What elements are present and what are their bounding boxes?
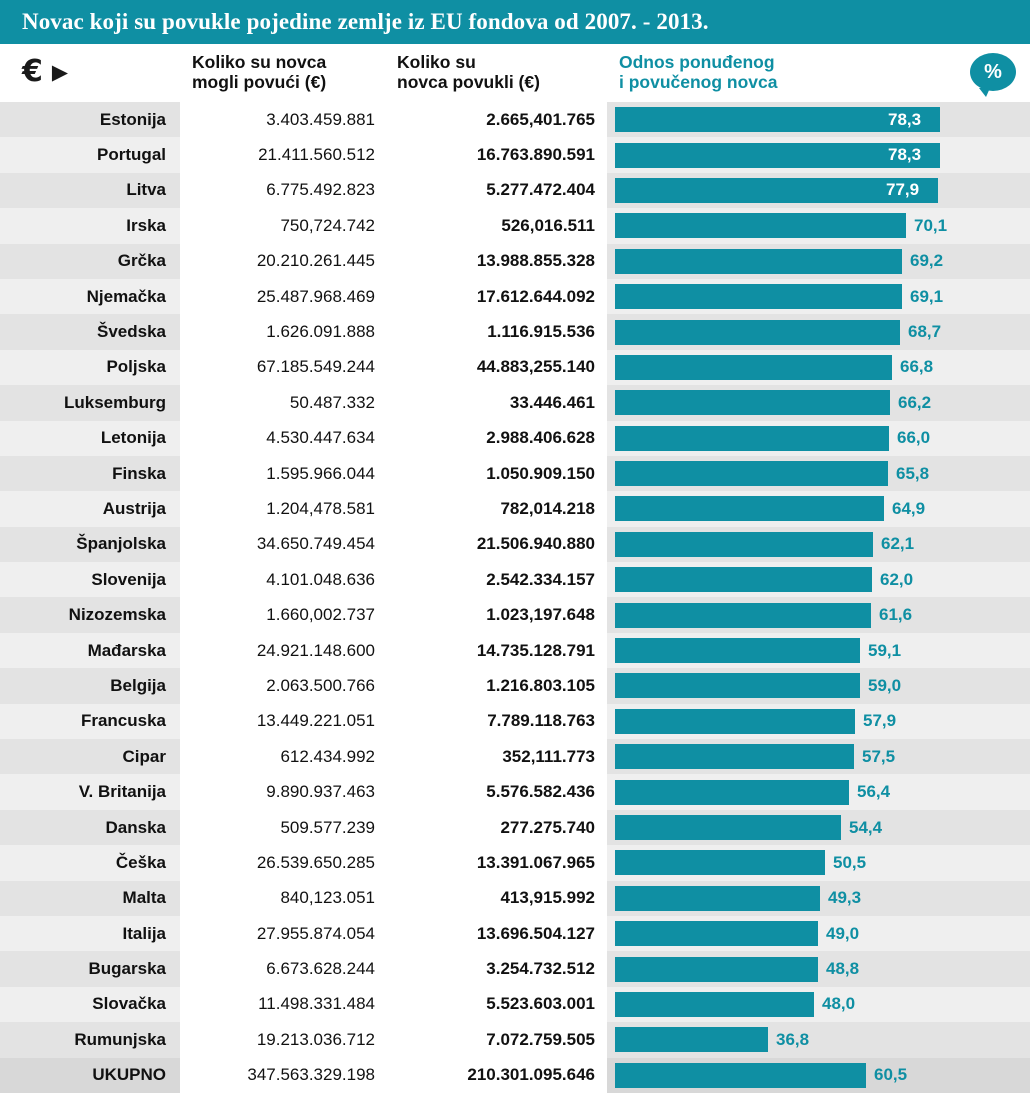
table-row [0,951,1030,986]
row-drawn-amount: 277.275.740 [385,810,605,845]
row-drawn-amount: 413,915.992 [385,881,605,916]
row-drawn-amount: 2.665,401.765 [385,102,605,137]
bar-value-label: 62,1 [881,534,915,554]
bar-track [615,1063,1024,1088]
row-drawn-amount: 1.216.803.105 [385,668,605,703]
bar-value-label: 49,3 [828,888,862,908]
bar-value-label: 70,1 [914,215,948,235]
row-drawn-amount: 1.116.915.536 [385,314,605,349]
row-available-amount: 1.660,002.737 [180,597,385,632]
bar-value-label: 66,2 [898,392,932,412]
row-bar-cell [605,1022,1030,1057]
row-country: Slovenija [0,562,180,597]
bar-fill [615,461,888,486]
bar-fill [615,744,854,769]
row-drawn-amount: 1.050.909.150 [385,456,605,491]
row-country: Letonija [0,421,180,456]
row-available-amount: 67.185.549.244 [180,350,385,385]
row-available-amount: 6.673.628.244 [180,951,385,986]
row-bar-cell [605,1058,1030,1093]
bar-fill [615,213,906,238]
table-row [0,633,1030,668]
row-bar-cell [605,704,1030,739]
table-row [0,491,1030,526]
row-available-amount: 1.204,478.581 [180,491,385,526]
bar-track [615,709,1024,734]
bar-fill [615,320,900,345]
bar-track [615,284,1024,309]
row-drawn-amount: 526,016.511 [385,208,605,243]
table-row [0,1022,1030,1057]
bar-track [615,249,1024,274]
table-row [0,244,1030,279]
header-available-cell [180,44,385,100]
bar-fill [615,426,889,451]
row-country: V. Britanija [0,774,180,809]
row-country: Slovačka [0,987,180,1022]
bar-track [615,921,1024,946]
bar-fill [615,638,860,663]
row-country: Poljska [0,350,180,385]
table-row [0,739,1030,774]
row-bar-cell [605,279,1030,314]
table-row [0,668,1030,703]
bar-track [615,178,1024,203]
bar-track [615,143,1024,168]
euro-icon: € [22,54,43,89]
row-available-amount: 612.434.992 [180,739,385,774]
bar-fill [615,850,825,875]
bar-track [615,815,1024,840]
row-country: Nizozemska [0,597,180,632]
bar-track [615,886,1024,911]
bar-value-label: 64,9 [892,498,926,518]
row-available-amount: 34.650.749.454 [180,527,385,562]
bar-track [615,320,1024,345]
bar-fill [615,886,820,911]
bar-value-label: 69,2 [910,251,944,271]
bar-track [615,567,1024,592]
table-row [0,102,1030,137]
bar-fill [615,709,855,734]
row-drawn-amount: 17.612.644.092 [385,279,605,314]
row-country: Rumunjska [0,1022,180,1057]
bar-track [615,744,1024,769]
row-available-amount: 509.577.239 [180,810,385,845]
row-drawn-amount: 44.883,255.140 [385,350,605,385]
bar-fill [615,921,818,946]
row-bar-cell [605,597,1030,632]
bar-track [615,496,1024,521]
row-bar-cell [605,916,1030,951]
row-bar-cell [605,173,1030,208]
row-bar-cell [605,137,1030,172]
row-bar-cell [605,244,1030,279]
table-row [0,810,1030,845]
row-bar-cell [605,421,1030,456]
row-drawn-amount: 13.391.067.965 [385,845,605,880]
bar-track [615,603,1024,628]
bar-fill [615,284,902,309]
row-available-amount: 27.955.874.054 [180,916,385,951]
row-available-amount: 50.487.332 [180,385,385,420]
row-country: Cipar [0,739,180,774]
bar-track [615,426,1024,451]
bar-fill [615,815,841,840]
bar-fill [615,673,860,698]
bar-track [615,850,1024,875]
row-bar-cell [605,774,1030,809]
header-drawn-line1: Koliko su [397,51,476,72]
bar-fill [615,567,872,592]
bar-value-label: 54,4 [849,817,883,837]
row-country: Danska [0,810,180,845]
bar-track [615,673,1024,698]
table-row [0,208,1030,243]
row-bar-cell [605,739,1030,774]
bar-value-label: 61,6 [879,605,913,625]
bar-value-label: 69,1 [910,286,944,306]
bar-track [615,532,1024,557]
bar-fill [615,249,902,274]
row-drawn-amount: 5.576.582.436 [385,774,605,809]
bar-value-label: 62,0 [880,569,914,589]
bar-track [615,638,1024,663]
row-available-amount: 840,123.051 [180,881,385,916]
row-drawn-amount: 21.506.940.880 [385,527,605,562]
row-drawn-amount: 1.023,197.648 [385,597,605,632]
bar-fill [615,532,873,557]
row-country: Portugal [0,137,180,172]
header-available-line1: Koliko su novca [192,51,327,72]
percent-badge-label: % [984,60,1002,83]
table-row [0,704,1030,739]
bar-track [615,461,1024,486]
header-ratio-line1: Odnos ponuđenog [619,51,775,72]
row-drawn-amount: 2.988.406.628 [385,421,605,456]
play-triangle-icon: ▶ [51,60,69,84]
row-available-amount: 2.063.500.766 [180,668,385,703]
row-available-amount: 9.890.937.463 [180,774,385,809]
row-drawn-amount: 5.277.472.404 [385,173,605,208]
bar-track [615,390,1024,415]
row-country: Mađarska [0,633,180,668]
row-bar-cell [605,562,1030,597]
row-country: UKUPNO [0,1058,180,1093]
row-available-amount: 4.101.048.636 [180,562,385,597]
row-available-amount: 1.626.091.888 [180,314,385,349]
bar-fill [615,496,884,521]
row-bar-cell [605,456,1030,491]
bar-value-label: 68,7 [908,322,942,342]
table-row [0,279,1030,314]
bar-value-label: 48,0 [822,994,856,1014]
row-country: Bugarska [0,951,180,986]
row-country: Belgija [0,668,180,703]
row-available-amount: 750,724.742 [180,208,385,243]
row-drawn-amount: 33.446.461 [385,385,605,420]
row-drawn-amount: 7.789.118.763 [385,704,605,739]
row-drawn-amount: 5.523.603.001 [385,987,605,1022]
table-row [0,527,1030,562]
bar-track [615,780,1024,805]
bar-value-label: 78,3 [888,109,922,129]
row-drawn-amount: 7.072.759.505 [385,1022,605,1057]
row-bar-cell [605,385,1030,420]
row-country: Malta [0,881,180,916]
row-drawn-amount: 2.542.334.157 [385,562,605,597]
bar-value-label: 56,4 [857,782,891,802]
row-bar-cell [605,845,1030,880]
row-drawn-amount: 13.988.855.328 [385,244,605,279]
row-country: Italija [0,916,180,951]
title-bar [0,0,1030,44]
row-available-amount: 6.775.492.823 [180,173,385,208]
bar-track [615,992,1024,1017]
row-drawn-amount: 3.254.732.512 [385,951,605,986]
bar-fill [615,1027,768,1052]
bar-value-label: 77,9 [886,180,920,200]
row-bar-cell [605,314,1030,349]
row-bar-cell [605,350,1030,385]
row-available-amount: 1.595.966.044 [180,456,385,491]
header-ratio-cell [605,44,1030,100]
row-available-amount: 13.449.221.051 [180,704,385,739]
row-drawn-amount: 14.735.128.791 [385,633,605,668]
bar-value-label: 65,8 [896,463,930,483]
table-row-total [0,1058,1030,1093]
bar-value-label: 50,5 [833,852,867,872]
row-drawn-amount: 210.301.095.646 [385,1058,605,1093]
bar-value-label: 59,0 [868,675,902,695]
row-drawn-amount: 352,111.773 [385,739,605,774]
bar-track [615,355,1024,380]
row-bar-cell [605,633,1030,668]
row-available-amount: 26.539.650.285 [180,845,385,880]
table-row [0,456,1030,491]
bar-value-label: 59,1 [868,640,902,660]
row-bar-cell [605,102,1030,137]
table-row [0,314,1030,349]
bar-value-label: 49,0 [826,923,860,943]
bar-value-label: 57,5 [862,746,896,766]
row-bar-cell [605,987,1030,1022]
percent-badge [970,53,1016,91]
table-row [0,173,1030,208]
header-ratio-line2: i povučenog novca [619,72,778,92]
table-row [0,916,1030,951]
table-row [0,137,1030,172]
bar-track [615,107,1024,132]
bar-value-label: 48,8 [826,959,860,979]
bar-value-label: 66,0 [897,428,931,448]
bar-fill [615,957,818,982]
row-drawn-amount: 13.696.504.127 [385,916,605,951]
row-country: Austrija [0,491,180,526]
row-bar-cell [605,881,1030,916]
bar-value-label: 66,8 [900,357,934,377]
row-available-amount: 347.563.329.198 [180,1058,385,1093]
row-bar-cell [605,491,1030,526]
row-bar-cell [605,810,1030,845]
header-drawn-line2: novca povukli (€) [397,72,540,92]
table-row [0,350,1030,385]
row-available-amount: 4.530.447.634 [180,421,385,456]
row-drawn-amount: 16.763.890.591 [385,137,605,172]
row-country: Njemačka [0,279,180,314]
bar-fill [615,390,890,415]
table-row [0,562,1030,597]
row-drawn-amount: 782,014.218 [385,491,605,526]
header-available-line2: mogli povući (€) [192,72,327,92]
bar-track [615,213,1024,238]
table-row [0,597,1030,632]
row-country: Francuska [0,704,180,739]
table-row [0,881,1030,916]
bar-value-label: 57,9 [863,711,897,731]
row-country: Litva [0,173,180,208]
table-row [0,421,1030,456]
row-bar-cell [605,668,1030,703]
bar-fill [615,992,814,1017]
row-country: Grčka [0,244,180,279]
row-available-amount: 11.498.331.484 [180,987,385,1022]
bar-fill [615,1063,866,1088]
table-row [0,774,1030,809]
table-row [0,385,1030,420]
bar-fill [615,780,849,805]
row-country: Luksemburg [0,385,180,420]
row-country: Češka [0,845,180,880]
row-bar-cell [605,208,1030,243]
bar-track [615,1027,1024,1052]
table-row [0,987,1030,1022]
page-title: Novac koji su povukle pojedine zemlje iz EU fondova od 2007. - 2013. [22,9,709,34]
row-country: Estonija [0,102,180,137]
row-available-amount: 19.213.036.712 [180,1022,385,1057]
row-available-amount: 21.411.560.512 [180,137,385,172]
row-country: Švedska [0,314,180,349]
row-country: Irska [0,208,180,243]
row-available-amount: 20.210.261.445 [180,244,385,279]
data-rows [0,102,1030,1093]
header-country-cell [0,44,180,100]
row-bar-cell [605,527,1030,562]
row-country: Španjolska [0,527,180,562]
bar-fill [615,355,892,380]
bar-track [615,957,1024,982]
row-available-amount: 24.921.148.600 [180,633,385,668]
row-country: Finska [0,456,180,491]
bar-value-label: 36,8 [776,1029,810,1049]
row-available-amount: 3.403.459.881 [180,102,385,137]
bar-value-label: 78,3 [888,145,922,165]
table-row [0,845,1030,880]
bar-value-label: 60,5 [874,1065,908,1085]
header-drawn-cell [385,44,605,100]
bar-fill [615,603,871,628]
row-bar-cell [605,951,1030,986]
table-header [0,44,1030,102]
row-available-amount: 25.487.968.469 [180,279,385,314]
